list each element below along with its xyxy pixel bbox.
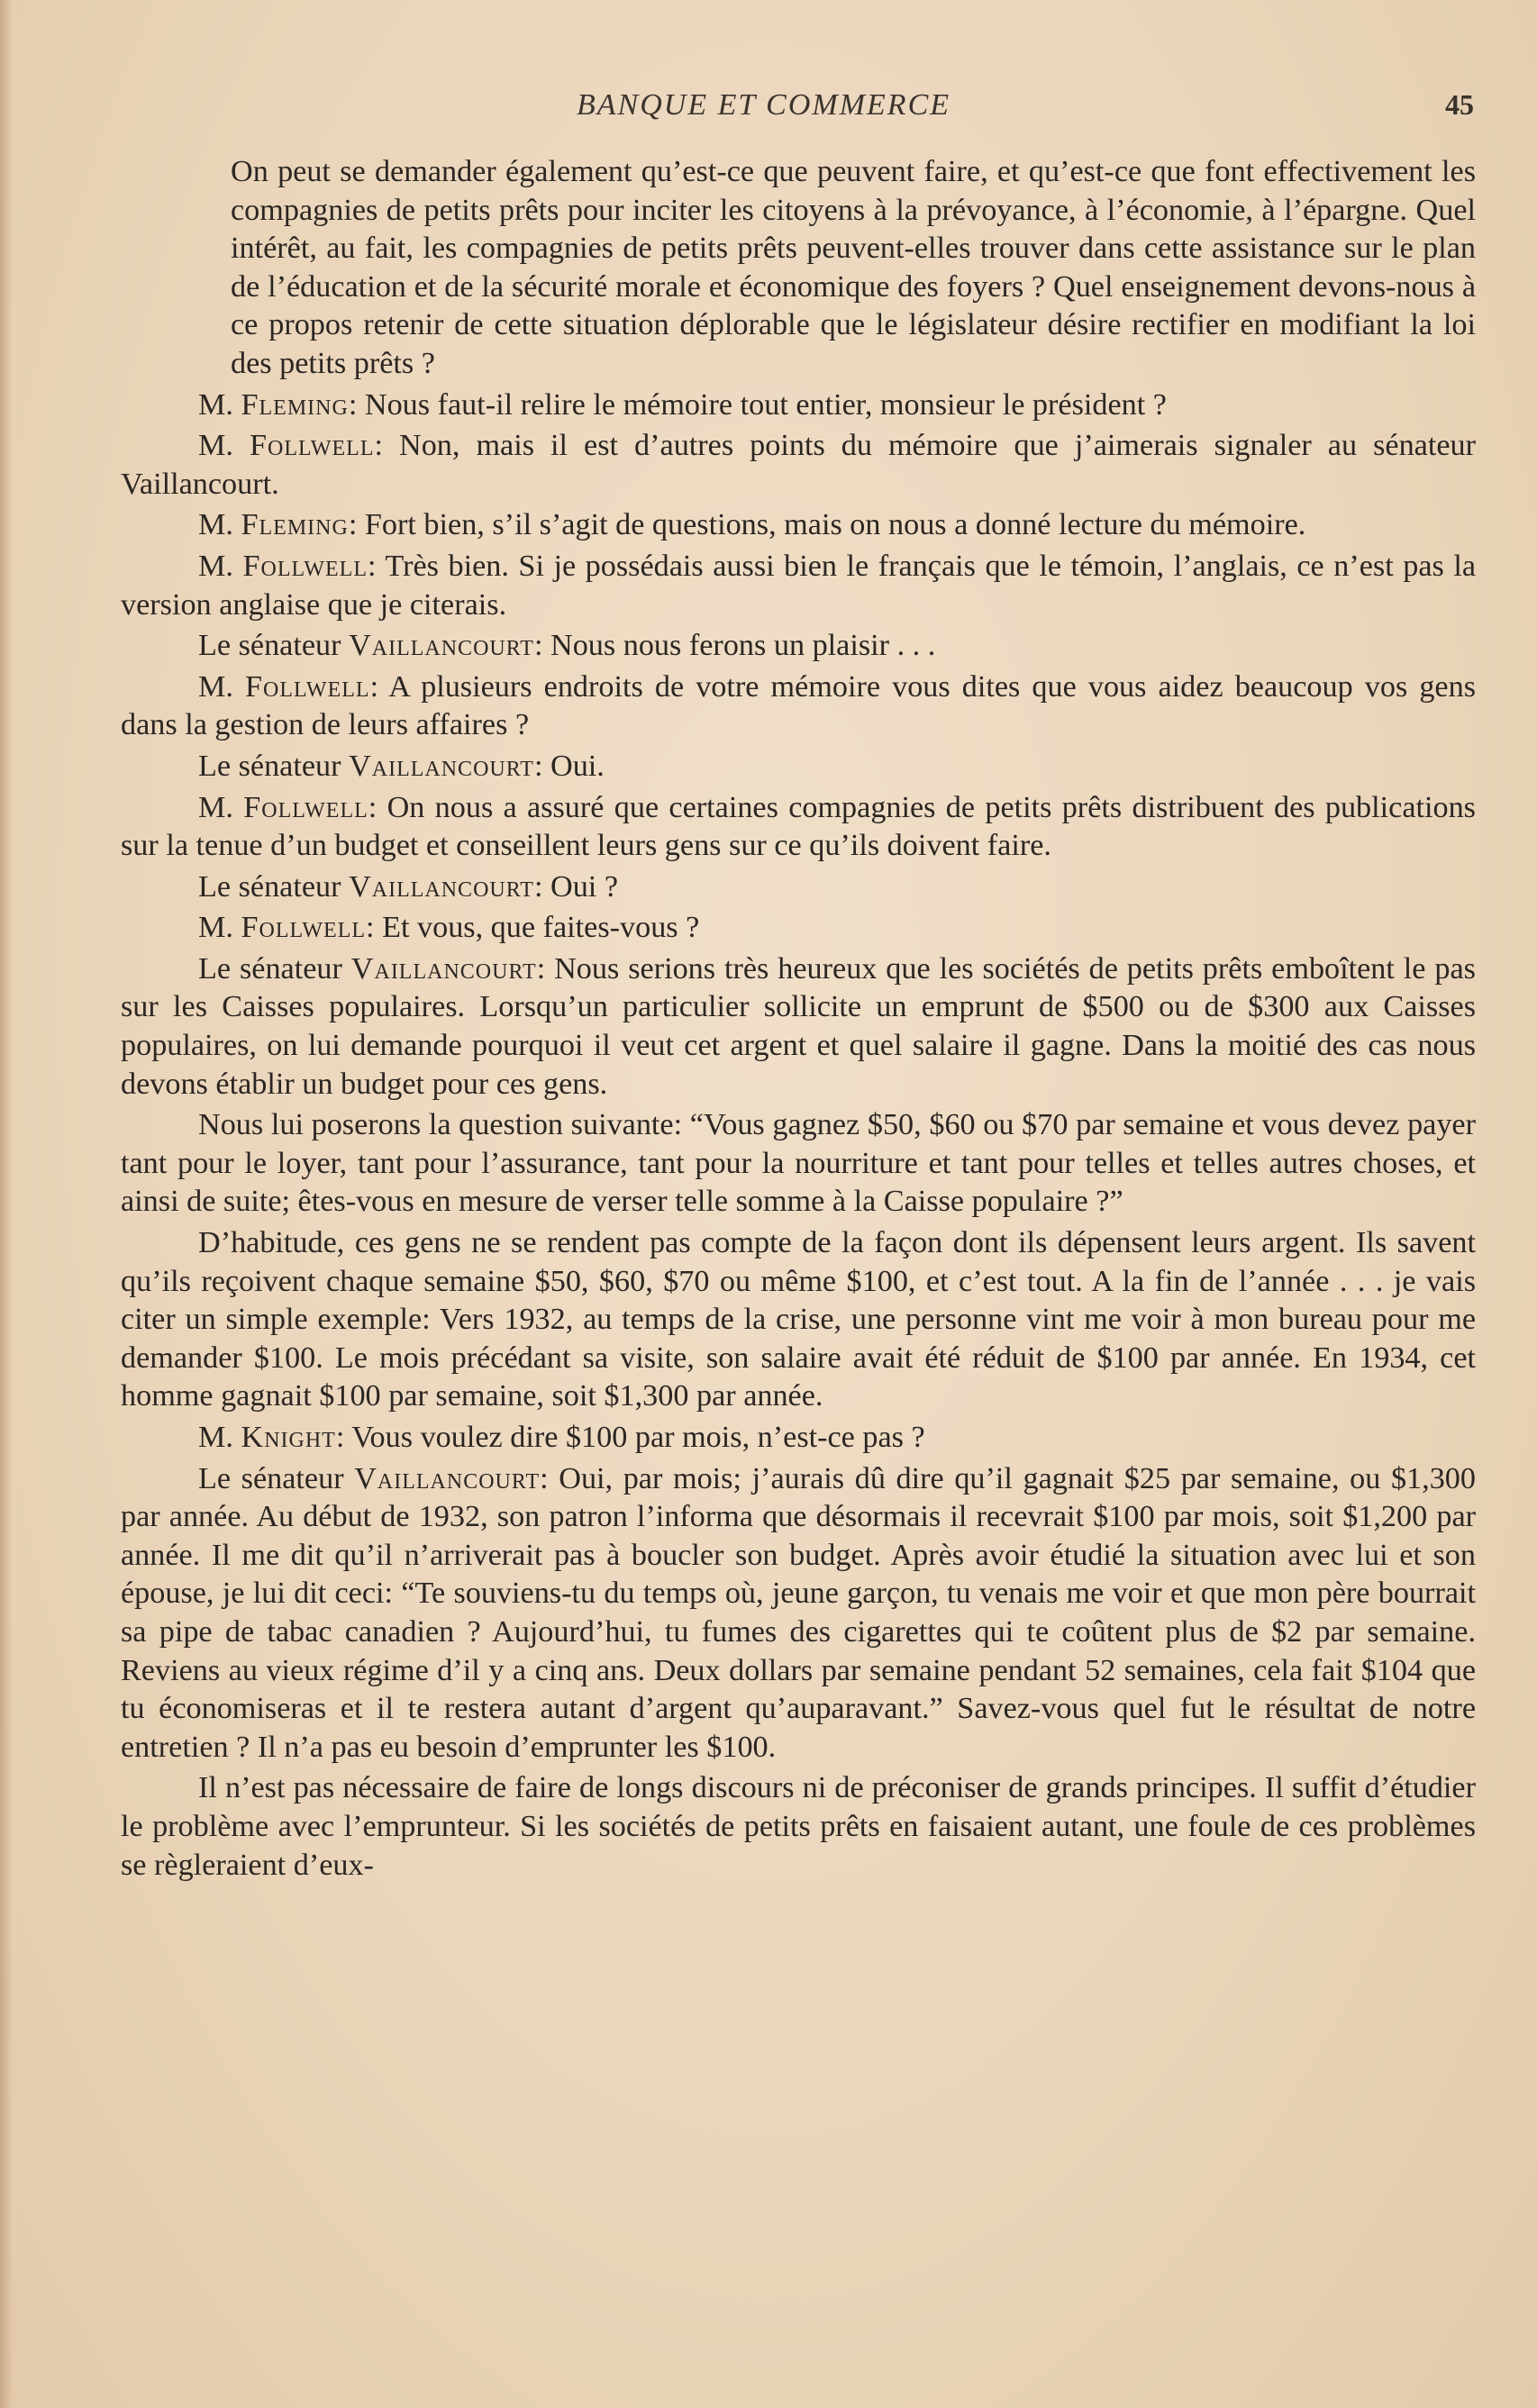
paragraph: On peut se demander également qu’est-ce que peuvent faire, et qu’est-ce que font effectivement les compagnies de petits prêts pour inciter les citoyens à la prévoyance, à l’économie, à l’épargne. Quel intérêt, au fait, les compagnies de petits prêts peuvent-elles trouver dans cette assistance sur le plan de l’éducation et de la sécurité morale et économique des foyers ? Quel enseignement devons-nous à ce propos retenir de cette situation déplorable que le législateur désire rectifier en modifiant la loi des petits prêts ? (231, 155, 1476, 380)
running-title: BANQUE ET COMMERCE (577, 88, 951, 122)
speaker-name: Fleming (241, 387, 349, 422)
paragraph: M. Follwell: On nous a assuré que certaines compagnies de petits prêts distribuent des publications sur la tenue d’un budget et conseillent leurs gens sur ce qu’ils doivent faire. (121, 790, 1476, 863)
paragraph: Nous lui poserons la question suivante: “Vous gagnez $50, $60 ou $70 par semaine et vous devez payer tant pour le loyer, tant pour l’assurance, tant pour la nourriture et tant pour telles et telles autres choses, et ainsi de suite; êtes-vous en mesure de verser telle somme à la Caisse populaire ?” (121, 1108, 1476, 1219)
paragraph: M. Fleming: Nous faut-il relire le mémoire tout entier, monsieur le président ? (198, 387, 1167, 422)
paragraph: Le sénateur Vaillancourt: Oui, par mois; j’aurais dû dire qu’il gagnait $25 par semaine, ou $1,300 par année. Au début de 1932, son patron l’informa que désormais il recevrait $100 par mois, soit $1,200 par année. Il me dit qu’il n’arriverait pas à boucler son budget. Après avoir étudié la situation avec lui et son épouse, je lui dit ceci: “Te souviens-tu du temps où, jeune garçon, tu venais me voir et que mon père bourrait sa pipe de tabac canadien ? Aujourd’hui, tu fumes des cigarettes qui te coûtent plus de $2 par semaine. Reviens au vieux régime d’il y a cinq ans. Deux dollars par semaine pendant 52 semaines, cela fait $104 que tu économiseras et il te restera autant d’argent qu’auparavant.” Savez-vous quel fut le résultat de notre entretien ? Il n’a pas eu besoin d’emprunter les $100. (121, 1461, 1476, 1764)
speaker-name: Vaillancourt (349, 869, 534, 904)
paragraph: Le sénateur Vaillancourt: Oui. (198, 749, 605, 783)
paragraph: Il n’est pas nécessaire de faire de longs discours ni de préconiser de grands principes. Il suffit d’étudier le problème avec l’emprunteur. Si les sociétés de petits prêts en faisaient autant, une foule de ces problèmes se règleraient d’eux- (121, 1771, 1476, 1882)
paragraph: M. Follwell: A plusieurs endroits de votre mémoire vous dites que vous aidez beaucoup vos gens dans la gestion de leurs affaires ? (121, 669, 1476, 742)
speaker-name: Vaillancourt (350, 951, 537, 986)
paragraph: M. Follwell: Et vous, que faites-vous ? (198, 911, 700, 945)
speaker-name: Fleming (241, 508, 349, 542)
speaker-name: Knight (241, 1421, 336, 1454)
speaker-name: Follwell (249, 429, 375, 463)
speaker-name: Vaillancourt (354, 1461, 541, 1495)
paragraph: Le sénateur Vaillancourt: Nous nous ferons un plaisir . . . (198, 629, 936, 663)
paragraph: Le sénateur Vaillancourt: Oui ? (198, 869, 619, 904)
paragraph: M. Knight: Vous voulez dire $100 par mois, n’est-ce pas ? (198, 1421, 925, 1454)
paragraph: D’habitude, ces gens ne se rendent pas compte de la façon dont ils dépensent leurs argent. Ils savent qu’ils reçoivent chaque semaine $50, $60, $70 ou même $100, et c’est tout. A la fin de l’année . . . je vais citer un simple exemple: Vers 1932, au temps de la crise, une personne vint me voir à mon bureau pour me demander $100. Le mois précédant sa visite, son salaire avait été réduit de $100 par année. En 1934, cet homme gagnait $100 par semaine, soit $1,300 par année. (121, 1226, 1476, 1413)
speaker-name: Follwell (245, 669, 370, 704)
speaker-name: Follwell (241, 911, 367, 945)
page-number: 45 (1445, 88, 1474, 121)
speaker-name: Follwell (242, 549, 368, 583)
running-header (0, 88, 1537, 128)
document-body (121, 153, 1476, 1887)
paragraph: M. Fleming: Fort bien, s’il s’agit de questions, mais on nous a donné lecture du mémoire. (198, 508, 1306, 542)
speaker-name: Vaillancourt (349, 629, 534, 663)
speaker-name: Follwell (243, 790, 368, 824)
speaker-name: Vaillancourt (349, 749, 534, 783)
page-edge (0, 0, 13, 2408)
paragraph: M. Follwell: Non, mais il est d’autres points du mémoire que j’aimerais signaler au sénateur Vaillancourt. (121, 429, 1476, 501)
paragraph: M. Follwell: Très bien. Si je possédais aussi bien le français que le témoin, l’anglais, ce n’est pas la version anglaise que je citerais. (121, 549, 1477, 622)
paragraph: Le sénateur Vaillancourt: Nous serions très heureux que les sociétés de petits prêts emboîtent le pas sur les Caisses populaires. Lorsqu’un particulier sollicite un emprunt de $500 ou de $300 aux Caisses populaires, on lui demande pourquoi il veut cet argent et quel salaire il gagne. Dans la moitié des cas nous devons établir un budget pour ces gens. (121, 951, 1476, 1101)
